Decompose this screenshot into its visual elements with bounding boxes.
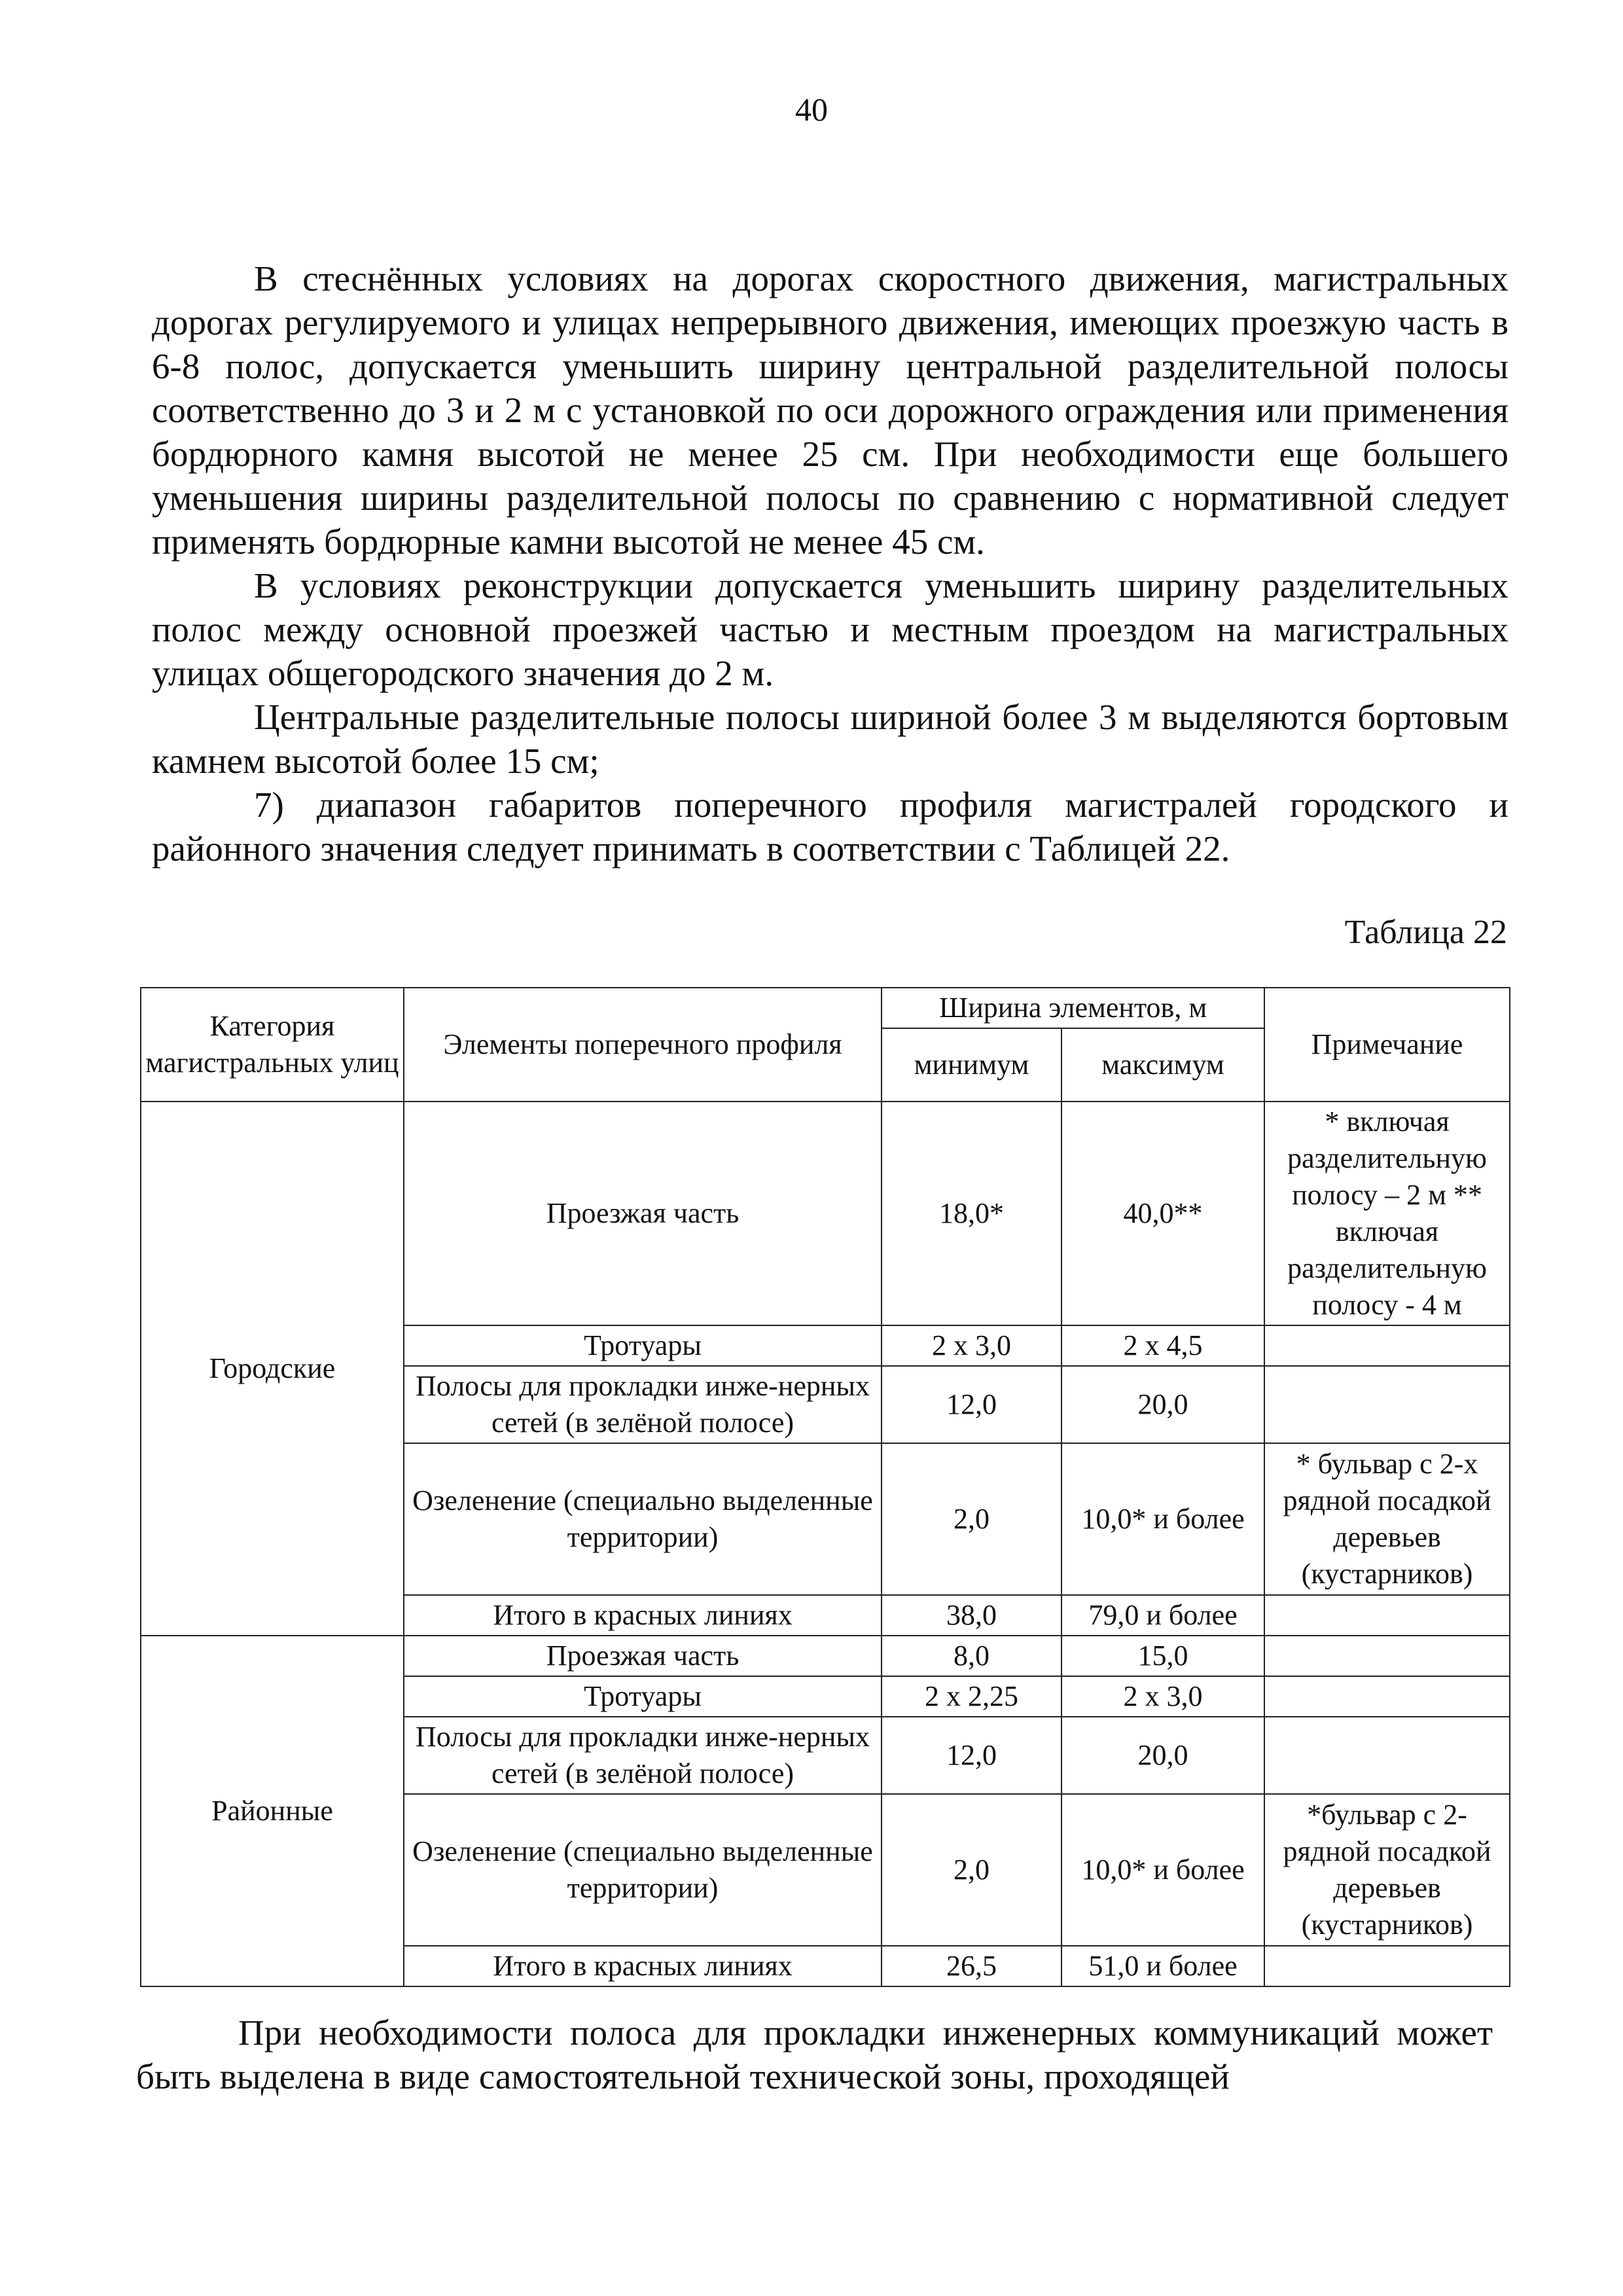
paragraph-3: Центральные разделительные полосы шириной более 3 м выделяются бортовым камнем высотой более 15 см; [152,697,1508,781]
note-cell: *бульвар с 2-рядной посадкой деревьев (кустарников) [1264,1794,1510,1946]
note-cell [1264,1595,1510,1636]
table-row [141,1636,1510,1676]
element-cell: Полосы для прокладки инже-нерных сетей (в зелёной полосе) [404,1366,882,1443]
note-cell: * бульвар с 2-х рядной посадкой деревьев (кустарников) [1264,1443,1510,1595]
category-cell: Городские [141,1102,404,1636]
max-cell: 2 х 3,0 [1061,1676,1264,1717]
element-cell: Тротуары [404,1676,882,1717]
max-cell: 2 х 4,5 [1061,1325,1264,1366]
table-row [141,1102,1510,1325]
max-cell: 10,0* и более [1061,1443,1264,1595]
table-header-row [141,988,1510,1028]
note-cell [1264,1325,1510,1366]
note-cell [1264,1676,1510,1717]
min-cell: 12,0 [882,1717,1061,1794]
paragraph-4: 7) диапазон габаритов поперечного профиля магистралей городского и районного значения следует принимать в соответствии с Таблицей 22. [152,785,1508,869]
note-cell [1264,1946,1510,1986]
element-cell: Проезжая часть [404,1636,882,1676]
max-cell: 51,0 и более [1061,1946,1264,1986]
header-width: Ширина элементов, м [882,988,1264,1028]
min-cell: 18,0* [882,1102,1061,1325]
element-cell: Итого в красных линиях [404,1595,882,1636]
element-cell: Проезжая часть [404,1102,882,1325]
note-cell [1264,1636,1510,1676]
header-note: Примечание [1264,988,1510,1102]
min-cell: 2,0 [882,1794,1061,1946]
note-cell [1264,1717,1510,1794]
min-cell: 12,0 [882,1366,1061,1443]
max-cell: 79,0 и более [1061,1595,1264,1636]
category-cell: Районные [141,1636,404,1986]
min-cell: 8,0 [882,1636,1061,1676]
header-elements: Элементы поперечного профиля [404,988,882,1102]
page-number: 40 [795,91,828,128]
min-cell: 2 х 2,25 [882,1676,1061,1717]
table-22 [140,987,1510,1987]
paragraph-1: В стеснённых условиях на дорогах скоростного движения, магистральных дорогах регулируемого и улицах непрерывного движения, имеющих проезжую часть в 6-8 полос, допускается уменьшить ширину центральной разделительной полосы соответственно до 3 и 2 м с установкой по оси дорожного ограждения или применения бордюрного камня высотой не менее 25 см. При необходимости еще большего уменьшения ширины разделительной полосы по сравнению с нормативной следует применять бордюрные камни высотой не менее 45 см. [152,259,1508,562]
paragraph-2: В условиях реконструкции допускается уменьшить ширину разделительных полос между основной проезжей частью и местным проездом на магистральных улицах общегородского значения до 2 м. [152,565,1508,693]
element-cell: Озеленение (специально выделенные территории) [404,1794,882,1946]
max-cell: 15,0 [1061,1636,1264,1676]
element-cell: Тротуары [404,1325,882,1366]
max-cell: 20,0 [1061,1717,1264,1794]
min-cell: 2,0 [882,1443,1061,1595]
header-category: Категория магистральных улиц [141,988,404,1102]
max-cell: 20,0 [1061,1366,1264,1443]
max-cell: 10,0* и более [1061,1794,1264,1946]
min-cell: 38,0 [882,1595,1061,1636]
element-cell: Итого в красных линиях [404,1946,882,1986]
max-cell: 40,0** [1061,1102,1264,1325]
note-cell [1264,1366,1510,1443]
bottom-text [136,2011,1493,2098]
note-cell: * включая разделительную полосу – 2 м ** включая разделительную полосу - 4 м [1264,1102,1510,1325]
header-max: максимум [1061,1028,1264,1102]
table-caption: Таблица 22 [1344,914,1507,951]
header-min: минимум [882,1028,1061,1102]
body-text [152,257,1508,870]
min-cell: 26,5 [882,1946,1061,1986]
paragraph-bottom: При необходимости полоса для прокладки инженерных коммуникаций может быть выделена в виде самостоятельной технической зоны, проходящей [136,2013,1493,2096]
min-cell: 2 х 3,0 [882,1325,1061,1366]
element-cell: Озеленение (специально выделенные территории) [404,1443,882,1595]
element-cell: Полосы для прокладки инже-нерных сетей (в зелёной полосе) [404,1717,882,1794]
